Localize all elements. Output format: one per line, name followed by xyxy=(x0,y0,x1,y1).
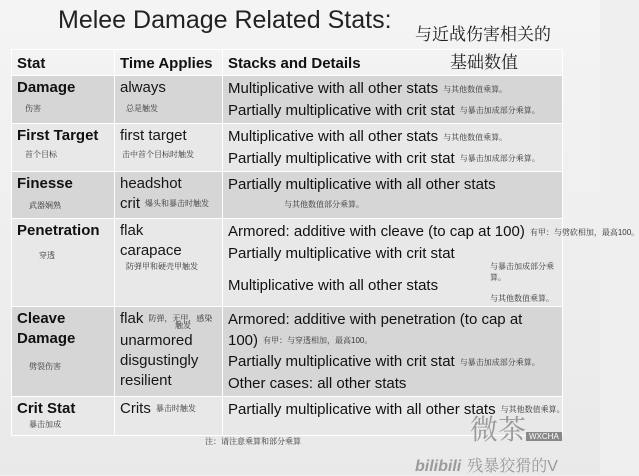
detail-line: Partially multiplicative with crit stat xyxy=(228,244,455,262)
time-applies: crit 爆头和暴击时触发 xyxy=(120,195,209,213)
footnote: 注：请注意乘算和部分乘算 xyxy=(205,437,301,446)
table-header-row xyxy=(12,50,563,76)
col-header-stat: Stat xyxy=(12,50,115,76)
detail-line: 100) 有甲：与穿透相加，最高100。 xyxy=(228,331,373,349)
time-applies: resilient xyxy=(120,371,172,389)
slide-title-cn: 与近战伤害相关的 xyxy=(415,25,551,44)
slide-title: Melee Damage Related Stats: xyxy=(58,6,392,34)
detail-line: Partially multiplicative with crit stat 与暴击加成部分乘算。 xyxy=(228,353,540,371)
bilibili-logo: bilibili xyxy=(415,458,462,475)
detail-line: Multiplicative with all other stats 与其他数值乘算。 xyxy=(228,80,508,97)
stat-cn: 劈裂伤害 xyxy=(29,361,61,371)
detail-line: Multiplicative with all other stats xyxy=(228,276,439,294)
stat-cn: 穿透 xyxy=(39,251,55,261)
detail-line: Partially multiplicative with all other stats xyxy=(228,176,496,194)
detail-line: Armored: additive with penetration (to cap at xyxy=(228,310,523,328)
time-cn: 总是触发 xyxy=(126,104,158,113)
detail-line: Armored: additive with cleave (to cap at 100) 有甲：与劈砍相加，最高100。 xyxy=(228,223,639,241)
time-cn: 触发 xyxy=(175,320,191,330)
stat-cn: 伤害 xyxy=(25,104,41,113)
slide-title-cn-2: 基础数值 xyxy=(450,53,518,72)
detail-cn: 与暴击加成部分乘算。 xyxy=(490,261,554,282)
time-applies: disgustingly xyxy=(120,351,199,369)
stat-name: Damage xyxy=(17,79,76,96)
table-row-penetration xyxy=(12,219,563,307)
col-header-details: Stacks and Details xyxy=(223,50,563,76)
detail-line: Partially multiplicative with all other stats 与其他数值乘算。 xyxy=(228,400,565,418)
time-cn: 防弹甲和硬壳甲触发 xyxy=(126,262,198,272)
stat-cn: 暴击加成 xyxy=(29,419,61,429)
watermark-author: bilibili 残暴狡猾的V xyxy=(415,458,558,475)
time-applies: always xyxy=(120,79,166,96)
time-applies: carapace xyxy=(120,242,182,260)
detail-line: Multiplicative with all other stats 与其他数值乘算。 xyxy=(228,128,508,146)
stat-name: Penetration xyxy=(17,222,100,240)
time-applies: headshot xyxy=(120,175,182,193)
time-applies: flak $^{防弹,无甲,感染}$ xyxy=(120,309,213,327)
table-row-first-target xyxy=(12,124,563,172)
stat-name: Damage xyxy=(17,329,76,347)
detail-cn: 与其他数值乘算。 xyxy=(490,293,554,303)
table-row-cleave xyxy=(12,306,563,396)
time-applies: Crits 暴击时触发 xyxy=(120,399,196,417)
col-header-time: Time Applies xyxy=(115,50,223,76)
stat-name: Finesse xyxy=(17,175,73,193)
detail-cn: 与其他数值部分乘算。 xyxy=(284,200,364,210)
time-applies: first target xyxy=(120,127,187,145)
stat-cn: 武器娴熟 xyxy=(29,201,61,211)
table-row-damage xyxy=(12,76,563,124)
detail-line: Partially multiplicative with crit stat 与暴击加成部分乘算。 xyxy=(228,149,540,167)
stats-table xyxy=(11,49,639,436)
detail-line: Partially multiplicative with crit stat 与暴击加成部分乘算。 xyxy=(228,101,540,119)
watermark-tag: WXCHA xyxy=(526,432,562,441)
table-row-finesse xyxy=(12,172,563,219)
watermark-logo: 微茶 xyxy=(470,414,527,445)
stat-name: First Target xyxy=(17,127,99,145)
stat-cn: 首个目标 xyxy=(25,150,57,160)
stat-name: Crit Stat xyxy=(17,399,76,417)
stat-name: Cleave xyxy=(17,309,66,327)
time-cn: 击中首个目标时触发 xyxy=(122,150,194,160)
detail-line: Other cases: all other stats xyxy=(228,374,407,392)
time-applies: flak xyxy=(120,222,144,240)
time-applies: unarmored xyxy=(120,331,193,349)
